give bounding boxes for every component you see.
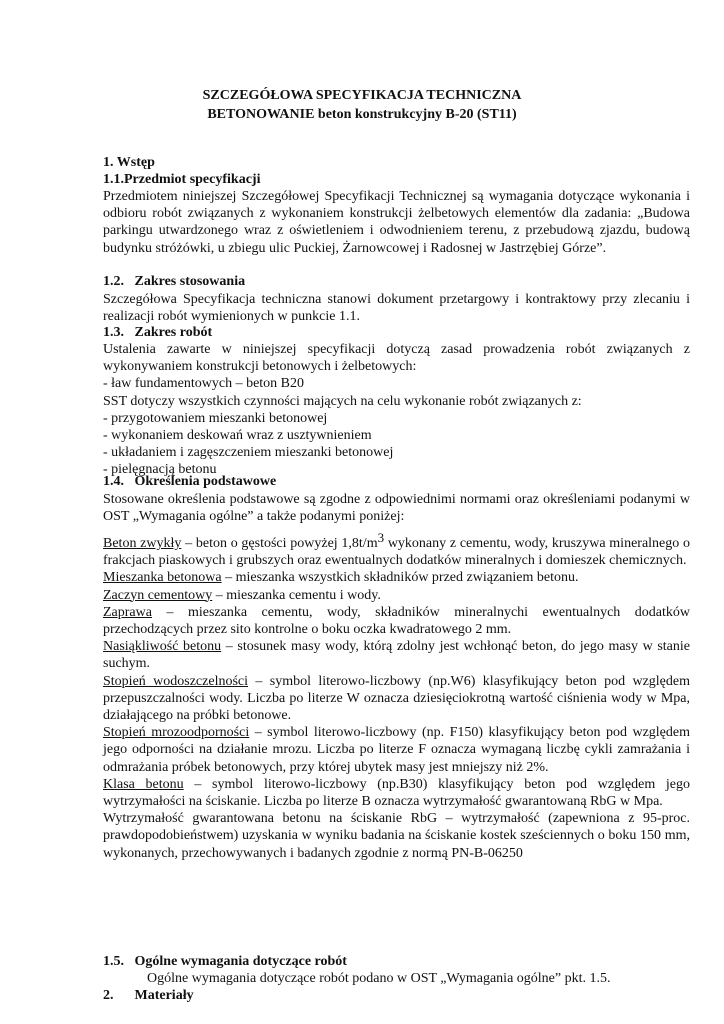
paragraph-text: SST dotyczy wszystkich czynności mających na celu wykonanie robót związanych z: bbox=[103, 393, 582, 409]
section-heading-1: 1. Wstęp bbox=[103, 155, 155, 170]
definition-text: – mieszanka cementu, wody, składników mineralnychi ewentualnych dodatków przechodzących przez sito kontrolne o boku oczka kwadratowego 2 mm. bbox=[103, 604, 690, 638]
section-heading-1-5 bbox=[103, 953, 690, 970]
section-heading-1-2 bbox=[103, 273, 690, 290]
definition-klasa-betonu bbox=[103, 776, 690, 810]
section-heading-1-4 bbox=[103, 473, 690, 490]
definition-text: – beton o gęstości powyżej 1,8t/m bbox=[181, 536, 378, 551]
heading-text: Zakres robót bbox=[134, 325, 213, 340]
definition-text: – stosunek masy wody, którą zdolny jest wchłonąć beton, do jego masy w stanie suchym. bbox=[103, 639, 691, 672]
paragraph-text: Ustalenia zawarte w niniejszej specyfikacji dotyczą zasad prowadzenia robót związanych z wykonywaniem konstrukcji betonowych i żelbetowych: bbox=[103, 342, 690, 375]
list-item: - ław fundamentowych – beton B20 bbox=[103, 376, 305, 392]
definition-zaczyn bbox=[103, 587, 690, 604]
paragraph-1-4: Stosowane określenia podstawowe są zgodne z odpowiednimi normami oraz określeniami podanymi w OST „Wymagania ogólne” a także podanymi poniżej: bbox=[103, 492, 690, 525]
definitions-list bbox=[103, 529, 690, 862]
heading-text: Zakres stosowania bbox=[134, 274, 246, 289]
definition-mrozoodpornosc bbox=[103, 724, 690, 776]
paragraph-1-5: Ogólne wymagania dotyczące robót podano w OST „Wymagania ogólne” pkt. 1.5. bbox=[147, 971, 611, 986]
definition-mieszanka bbox=[103, 569, 690, 586]
definition-term: Klasa betonu bbox=[103, 776, 184, 792]
definition-text: – symbol literowo-liczbowy (np. F150) klasyfikujący beton pod względem jego odporności na działanie mrozu. Liczba po literze F oznacza wymaganą liczbę cykli zamrażania i odmrażania próbek betonowych, przy której ubytek masy jest mniejszy niż 2%. bbox=[103, 725, 690, 775]
definition-nasiakliwosc bbox=[103, 638, 690, 672]
paragraph-1-1: Przedmiotem niniejszej Szczegółowej Specyfikacji Technicznej są wymagania dotyczące wykonania i odbioru robót związanych z wykonaniem konstrukcji żelbetowych elementów dla zadania: „Budowa parkingu utwardzonego wraz z oświetleniem i odwodnieniem terenu, z przebudową zjazdu, budową budynku stróżówki, u zbiegu ulic Puckiej, Żarnowcowej i Radosnej w Jastrzębiej Górze”. bbox=[103, 189, 690, 256]
list-item: - wykonaniem deskowań wraz z usztywnieniem bbox=[103, 428, 372, 444]
definition-term: Nasiąkliwość betonu bbox=[103, 639, 222, 655]
definition-term: Mieszanka betonowa bbox=[103, 570, 222, 586]
definition-term: Beton zwykły bbox=[103, 536, 182, 551]
heading-text: Ogólne wymagania dotyczące robót bbox=[134, 954, 347, 969]
heading-text: Określenia podstawowe bbox=[134, 474, 277, 489]
definition-text: – mieszanka wszystkich składników przed związaniem betonu. bbox=[221, 570, 579, 586]
section-heading-1-3 bbox=[103, 324, 690, 341]
definition-text: wykonany z cementu, wody, kruszywa mineralnego o frakcjach piaskowych i grubszych oraz ewentualnych dodatków mineralnych i domieszek chemicznych. bbox=[103, 536, 691, 569]
section-heading-1-1: 1.1.Przedmiot specyfikacji bbox=[103, 172, 261, 187]
definition-zaprawa bbox=[103, 604, 690, 638]
definition-wodoszczelnosc bbox=[103, 673, 690, 725]
document-subtitle: BETONOWANIE beton konstrukcyjny B-20 (ST11) bbox=[207, 107, 517, 122]
paragraph-1-3 bbox=[103, 341, 690, 479]
definition-beton-zwykly bbox=[103, 529, 690, 569]
heading-number: 1.2. bbox=[103, 274, 124, 289]
list-item: - pielęgnacją betonu bbox=[103, 462, 217, 478]
definition-term: Stopień mrozoodporności bbox=[103, 725, 250, 741]
section-heading-2 bbox=[103, 987, 690, 1004]
definition-text: – symbol literowo-liczbowy (np.B30) klasyfikujący beton pod względem jego wytrzymałości na ściskanie. Liczba po literze B oznacza wytrzymałość gwarantowaną RbG w Mpa. bbox=[103, 776, 691, 810]
heading-number: 1.5. bbox=[103, 954, 124, 969]
heading-number: 1.4. bbox=[103, 474, 124, 489]
superscript: 3 bbox=[377, 530, 385, 545]
list-item: - przygotowaniem mieszanki betonowej bbox=[103, 410, 328, 426]
list-item: - układaniem i zagęszczeniem mieszanki betonowej bbox=[103, 445, 394, 461]
definition-text: – symbol literowo-liczbowy (np.W6) klasyfikujący beton pod względem przepuszczalności wody. Liczba po literze W oznacza dziesięciokrotną wartość ciśnienia wody w Mpa, działającego na próbki betonowe. bbox=[103, 673, 690, 724]
definition-term: Zaprawa bbox=[103, 604, 152, 620]
definition-term: Zaczyn cementowy bbox=[103, 587, 213, 603]
heading-text: Materiały bbox=[134, 988, 194, 1003]
definition-wytrzymalosc: Wytrzymałość gwarantowana betonu na ściskanie RbG – wytrzymałość (zapewniona z 95-proc. prawdopodobieństwem) uzyskania w wyniku badania na ściskanie kostek sześciennych o boku 150 mm, wykonanych, przechowywanych i badanych zgodnie z normą PN-B-06250 bbox=[103, 811, 690, 861]
document-title: SZCZEGÓŁOWA SPECYFIKACJA TECHNICZNA bbox=[202, 88, 522, 103]
definition-text: – mieszanka cementu i wody. bbox=[212, 587, 381, 603]
heading-number: 1.3. bbox=[103, 325, 124, 340]
definition-term: Stopień wodoszczelności bbox=[103, 673, 249, 689]
paragraph-1-2: Szczegółowa Specyfikacja techniczna stanowi dokument przetargowy i kontraktowy przy zlecaniu i realizacji robót wymienionych w punkcie 1.1. bbox=[103, 292, 690, 325]
heading-number: 2. bbox=[103, 988, 114, 1003]
